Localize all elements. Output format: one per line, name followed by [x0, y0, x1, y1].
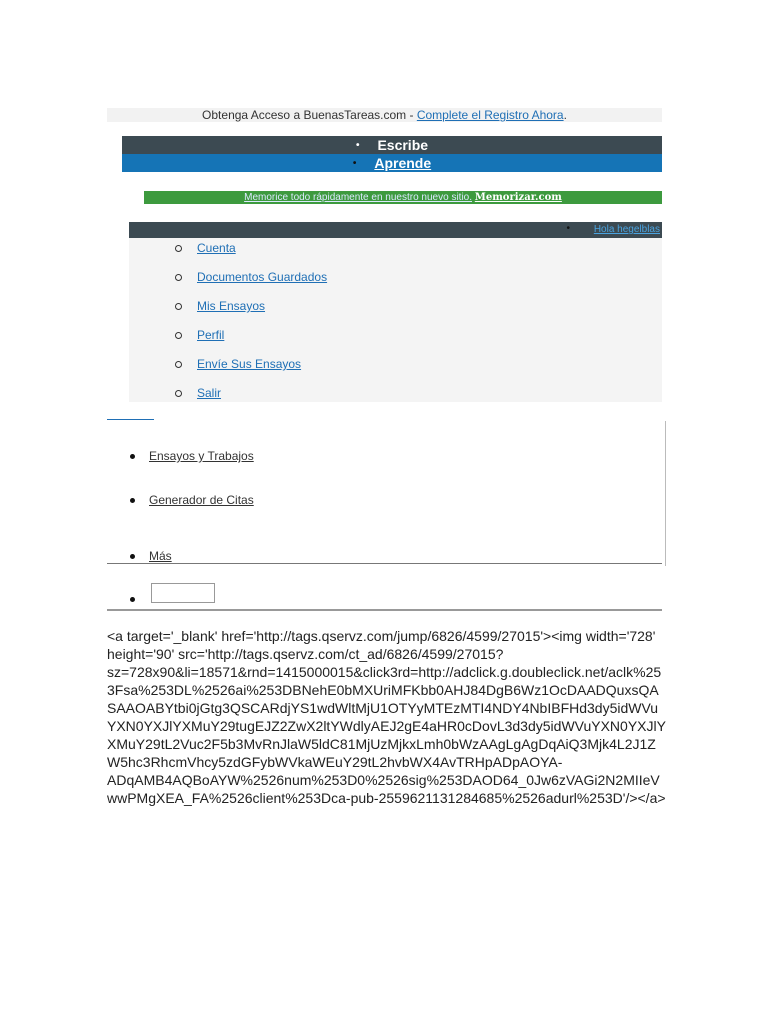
- disc-bullet-icon: [130, 498, 135, 503]
- account-menu-label: Mis Ensayos: [197, 299, 266, 313]
- circle-bullet-icon: [175, 245, 182, 252]
- disc-bullet-icon: [130, 554, 135, 559]
- promo-bar: [107, 108, 662, 122]
- account-menu-label: Perfil: [197, 328, 225, 342]
- account-menu-item-mis-ensayos[interactable]: [175, 299, 265, 315]
- account-menu-item-perfil[interactable]: [175, 328, 224, 344]
- divider: [107, 609, 662, 611]
- account-menu-label: Salir: [197, 386, 222, 400]
- logo-link-underline[interactable]: [107, 419, 154, 420]
- circle-bullet-icon: [175, 303, 182, 310]
- disc-bullet-icon: [130, 454, 135, 459]
- memorizar-banner[interactable]: [144, 191, 662, 204]
- account-menu-label: Documentos Guardados: [197, 270, 328, 284]
- account-menu-item-documentos[interactable]: [175, 270, 327, 286]
- divider: [107, 563, 662, 564]
- secondary-nav-item-mas[interactable]: [130, 549, 172, 563]
- user-bar: [129, 222, 662, 238]
- account-menu-item-salir[interactable]: [175, 386, 221, 402]
- account-menu-label: Envíe Sus Ensayos: [197, 357, 302, 371]
- search-input[interactable]: [151, 583, 215, 603]
- nav-bullet: •: [352, 158, 357, 170]
- secondary-nav-label: Ensayos y Trabajos: [149, 449, 254, 463]
- ad-code-text: <a target='_blank' href='http://tags.qservz.com/jump/6826/4599/27015'><img width='728' height='90' src='http://tags.qservz.com/ct_ad/6826/4599/27015?sz=728x90&li=18571&rnd=1415000015&click3rd=http://adclick.g.doubleclick.net/aclk%253Fsa%253DL%2526ai%253DBNehE0bMXUriMFKbb0AHJ84DgB6Wz1OcDAADQuxsQASAAOABYtbi0jGtg3QSCARdjYS1wdWltMjU1OTYyMTEzMTI4NDY4NbIBFHd3dy5idWVuYXN0YXJlYXMuY29tugEJZ2ZwX2ltYWdlyAEJ2gE4aHR0cDovL3d3dy5idWVuYXN0YXJlYXMuY29tL2Vuc2F5b3MvRnJlaW5ldC81MjUzMjkxLmh0bWzAAgLgAgDqAiQ3Mjk4L2J1ZW5hc3RhcmVhcy5zdGFybWVkaWEuY29tL2hvbWX4AvTRHpADpAOYA-ADqAMB4AQBoAYW%2526num%253D0%2526sig%253DAOD64_0Jw6zVAGi2N2MIIeVwwPMgXEA_FA%2526client%253Dca-pub-2559621131284685%2526adurl%253D'/></a>: [107, 628, 666, 806]
- banner-text: Memorice todo rápidamente en nuestro nuevo sitio.: [244, 192, 473, 203]
- banner-brand: Memorizar.com: [474, 192, 562, 203]
- nav-bullet: •: [355, 140, 360, 152]
- page: [0, 16, 768, 1024]
- secondary-nav-item-citas[interactable]: [130, 493, 254, 507]
- secondary-nav-label: Generador de Citas: [149, 493, 254, 507]
- circle-bullet-icon: [175, 361, 182, 368]
- circle-bullet-icon: [175, 274, 182, 281]
- account-menu: [129, 238, 662, 402]
- divider-vertical: [665, 421, 666, 566]
- user-bullet: •: [566, 223, 570, 234]
- secondary-nav-label: Más: [149, 549, 172, 563]
- nav-label-escribe: Escribe: [377, 137, 429, 153]
- account-menu-item-envie[interactable]: [175, 357, 301, 373]
- account-menu-label: Cuenta: [197, 241, 236, 255]
- promo-text: Obtenga Acceso a BuenasTareas.com -: [202, 108, 417, 122]
- disc-bullet-icon: [130, 597, 135, 602]
- nav-label-aprende: Aprende: [374, 155, 432, 171]
- nav-item-escribe[interactable]: [122, 136, 662, 154]
- secondary-nav-item-ensayos[interactable]: [130, 449, 254, 463]
- account-menu-item-cuenta[interactable]: [175, 241, 236, 257]
- nav-item-aprende[interactable]: [122, 154, 662, 172]
- promo-period: .: [563, 108, 567, 122]
- circle-bullet-icon: [175, 390, 182, 397]
- user-greeting-link[interactable]: Hola hegelblas: [593, 224, 660, 235]
- circle-bullet-icon: [175, 332, 182, 339]
- register-link[interactable]: Complete el Registro Ahora: [416, 108, 564, 122]
